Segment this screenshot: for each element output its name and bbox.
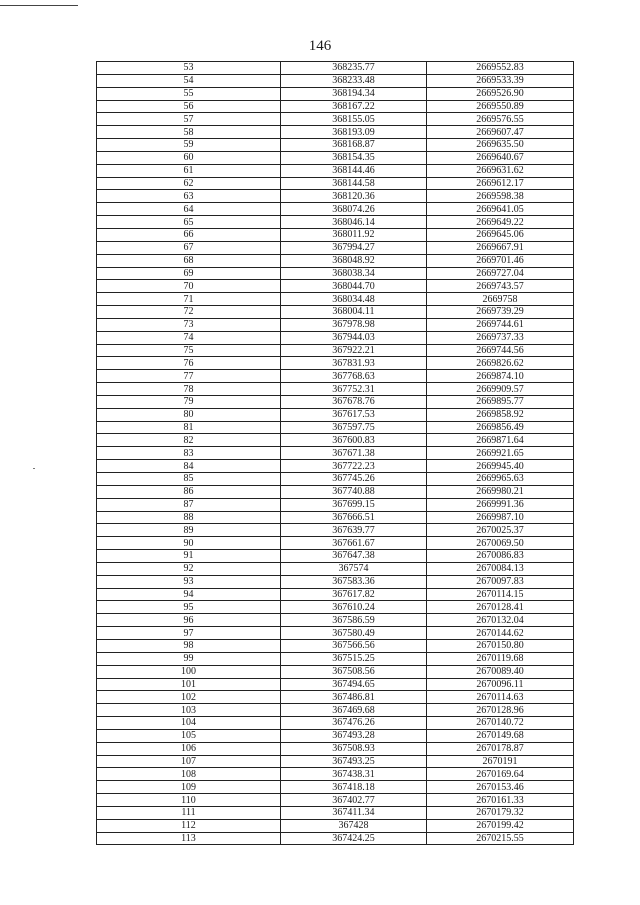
point-number-cell: 97 bbox=[97, 627, 281, 640]
y-coordinate-cell: 2669987.10 bbox=[427, 511, 574, 524]
table-row bbox=[97, 190, 574, 203]
table-row bbox=[97, 717, 574, 730]
x-coordinate-cell: 367768.63 bbox=[281, 370, 427, 383]
y-coordinate-cell: 2670096.11 bbox=[427, 678, 574, 691]
x-coordinate-cell: 368155.05 bbox=[281, 113, 427, 126]
x-coordinate-cell: 367661.67 bbox=[281, 537, 427, 550]
table-row bbox=[97, 280, 574, 293]
table-row bbox=[97, 768, 574, 781]
point-number-cell: 91 bbox=[97, 550, 281, 563]
table-row bbox=[97, 408, 574, 421]
point-number-cell: 110 bbox=[97, 794, 281, 807]
table-row bbox=[97, 62, 574, 75]
point-number-cell: 99 bbox=[97, 652, 281, 665]
table-row bbox=[97, 113, 574, 126]
table-row bbox=[97, 434, 574, 447]
x-coordinate-cell: 368235.77 bbox=[281, 62, 427, 75]
y-coordinate-cell: 2669909.57 bbox=[427, 383, 574, 396]
y-coordinate-cell: 2669826.62 bbox=[427, 357, 574, 370]
table-row bbox=[97, 74, 574, 87]
y-coordinate-cell: 2669526.90 bbox=[427, 87, 574, 100]
x-coordinate-cell: 368048.92 bbox=[281, 254, 427, 267]
y-coordinate-cell: 2670191 bbox=[427, 755, 574, 768]
x-coordinate-cell: 367639.77 bbox=[281, 524, 427, 537]
point-number-cell: 68 bbox=[97, 254, 281, 267]
point-number-cell: 63 bbox=[97, 190, 281, 203]
x-coordinate-cell: 367745.26 bbox=[281, 473, 427, 486]
y-coordinate-cell: 2670179.32 bbox=[427, 806, 574, 819]
point-number-cell: 105 bbox=[97, 729, 281, 742]
table-row bbox=[97, 627, 574, 640]
y-coordinate-cell: 2670114.15 bbox=[427, 588, 574, 601]
table-row bbox=[97, 704, 574, 717]
table-row bbox=[97, 781, 574, 794]
x-coordinate-cell: 367666.51 bbox=[281, 511, 427, 524]
point-number-cell: 76 bbox=[97, 357, 281, 370]
x-coordinate-cell: 367574 bbox=[281, 562, 427, 575]
point-number-cell: 85 bbox=[97, 473, 281, 486]
table-row bbox=[97, 742, 574, 755]
point-number-cell: 103 bbox=[97, 704, 281, 717]
y-coordinate-cell: 2669737.33 bbox=[427, 331, 574, 344]
x-coordinate-cell: 368193.09 bbox=[281, 126, 427, 139]
table-row bbox=[97, 267, 574, 280]
y-coordinate-cell: 2670086.83 bbox=[427, 550, 574, 563]
x-coordinate-cell: 367752.31 bbox=[281, 383, 427, 396]
table-row bbox=[97, 652, 574, 665]
table-row bbox=[97, 460, 574, 473]
point-number-cell: 61 bbox=[97, 164, 281, 177]
point-number-cell: 59 bbox=[97, 139, 281, 152]
x-coordinate-cell: 367586.59 bbox=[281, 614, 427, 627]
table-row bbox=[97, 447, 574, 460]
margin-mark bbox=[33, 468, 35, 469]
point-number-cell: 95 bbox=[97, 601, 281, 614]
point-number-cell: 82 bbox=[97, 434, 281, 447]
y-coordinate-cell: 2670178.87 bbox=[427, 742, 574, 755]
y-coordinate-cell: 2669598.38 bbox=[427, 190, 574, 203]
x-coordinate-cell: 367647.38 bbox=[281, 550, 427, 563]
y-coordinate-cell: 2670149.68 bbox=[427, 729, 574, 742]
point-number-cell: 96 bbox=[97, 614, 281, 627]
point-number-cell: 87 bbox=[97, 498, 281, 511]
point-number-cell: 65 bbox=[97, 216, 281, 229]
x-coordinate-cell: 367597.75 bbox=[281, 421, 427, 434]
x-coordinate-cell: 367617.53 bbox=[281, 408, 427, 421]
header-rule bbox=[0, 5, 78, 6]
point-number-cell: 79 bbox=[97, 395, 281, 408]
point-number-cell: 62 bbox=[97, 177, 281, 190]
x-coordinate-cell: 368120.36 bbox=[281, 190, 427, 203]
table-row bbox=[97, 832, 574, 845]
x-coordinate-cell: 368154.35 bbox=[281, 151, 427, 164]
point-number-cell: 111 bbox=[97, 806, 281, 819]
y-coordinate-cell: 2669612.17 bbox=[427, 177, 574, 190]
table-row bbox=[97, 228, 574, 241]
y-coordinate-cell: 2669858.92 bbox=[427, 408, 574, 421]
table-row bbox=[97, 331, 574, 344]
x-coordinate-cell: 367493.28 bbox=[281, 729, 427, 742]
y-coordinate-cell: 2669727.04 bbox=[427, 267, 574, 280]
x-coordinate-cell: 367566.56 bbox=[281, 639, 427, 652]
point-number-cell: 104 bbox=[97, 717, 281, 730]
y-coordinate-cell: 2670069.50 bbox=[427, 537, 574, 550]
x-coordinate-cell: 368004.11 bbox=[281, 306, 427, 319]
y-coordinate-cell: 2669991.36 bbox=[427, 498, 574, 511]
table-row bbox=[97, 678, 574, 691]
table-row bbox=[97, 151, 574, 164]
y-coordinate-cell: 2669576.55 bbox=[427, 113, 574, 126]
table-row bbox=[97, 729, 574, 742]
x-coordinate-cell: 367978.98 bbox=[281, 318, 427, 331]
y-coordinate-cell: 2670150.80 bbox=[427, 639, 574, 652]
point-number-cell: 100 bbox=[97, 665, 281, 678]
x-coordinate-cell: 368034.48 bbox=[281, 293, 427, 306]
table-row bbox=[97, 537, 574, 550]
table-row bbox=[97, 395, 574, 408]
x-coordinate-cell: 367580.49 bbox=[281, 627, 427, 640]
point-number-cell: 106 bbox=[97, 742, 281, 755]
x-coordinate-cell: 367944.03 bbox=[281, 331, 427, 344]
y-coordinate-cell: 2669758 bbox=[427, 293, 574, 306]
y-coordinate-cell: 2670140.72 bbox=[427, 717, 574, 730]
y-coordinate-cell: 2669667.91 bbox=[427, 241, 574, 254]
y-coordinate-cell: 2669640.67 bbox=[427, 151, 574, 164]
y-coordinate-cell: 2670132.04 bbox=[427, 614, 574, 627]
x-coordinate-cell: 367740.88 bbox=[281, 485, 427, 498]
point-number-cell: 108 bbox=[97, 768, 281, 781]
x-coordinate-cell: 367508.93 bbox=[281, 742, 427, 755]
x-coordinate-cell: 367469.68 bbox=[281, 704, 427, 717]
point-number-cell: 107 bbox=[97, 755, 281, 768]
x-coordinate-cell: 367994.27 bbox=[281, 241, 427, 254]
x-coordinate-cell: 368194.34 bbox=[281, 87, 427, 100]
x-coordinate-cell: 367418.18 bbox=[281, 781, 427, 794]
table-row bbox=[97, 562, 574, 575]
point-number-cell: 67 bbox=[97, 241, 281, 254]
y-coordinate-cell: 2669945.40 bbox=[427, 460, 574, 473]
point-number-cell: 77 bbox=[97, 370, 281, 383]
x-coordinate-cell: 367428 bbox=[281, 819, 427, 832]
y-coordinate-cell: 2669701.46 bbox=[427, 254, 574, 267]
table-row bbox=[97, 601, 574, 614]
y-coordinate-cell: 2670128.41 bbox=[427, 601, 574, 614]
x-coordinate-cell: 367438.31 bbox=[281, 768, 427, 781]
y-coordinate-cell: 2669965.63 bbox=[427, 473, 574, 486]
y-coordinate-cell: 2669550.89 bbox=[427, 100, 574, 113]
y-coordinate-cell: 2670199.42 bbox=[427, 819, 574, 832]
y-coordinate-cell: 2669871.64 bbox=[427, 434, 574, 447]
x-coordinate-cell: 368144.58 bbox=[281, 177, 427, 190]
point-number-cell: 56 bbox=[97, 100, 281, 113]
x-coordinate-cell: 367583.36 bbox=[281, 575, 427, 588]
table-row bbox=[97, 293, 574, 306]
y-coordinate-cell: 2669874.10 bbox=[427, 370, 574, 383]
point-number-cell: 81 bbox=[97, 421, 281, 434]
table-row bbox=[97, 126, 574, 139]
table-row bbox=[97, 164, 574, 177]
x-coordinate-cell: 367494.65 bbox=[281, 678, 427, 691]
x-coordinate-cell: 367722.23 bbox=[281, 460, 427, 473]
x-coordinate-cell: 367617.82 bbox=[281, 588, 427, 601]
x-coordinate-cell: 368233.48 bbox=[281, 74, 427, 87]
x-coordinate-cell: 368044.70 bbox=[281, 280, 427, 293]
point-number-cell: 83 bbox=[97, 447, 281, 460]
point-number-cell: 72 bbox=[97, 306, 281, 319]
table-row bbox=[97, 383, 574, 396]
y-coordinate-cell: 2669743.57 bbox=[427, 280, 574, 293]
point-number-cell: 53 bbox=[97, 62, 281, 75]
table-row bbox=[97, 806, 574, 819]
table-row bbox=[97, 498, 574, 511]
point-number-cell: 73 bbox=[97, 318, 281, 331]
x-coordinate-cell: 368046.14 bbox=[281, 216, 427, 229]
x-coordinate-cell: 367476.26 bbox=[281, 717, 427, 730]
y-coordinate-cell: 2670144.62 bbox=[427, 627, 574, 640]
x-coordinate-cell: 367508.56 bbox=[281, 665, 427, 678]
point-number-cell: 71 bbox=[97, 293, 281, 306]
x-coordinate-cell: 367610.24 bbox=[281, 601, 427, 614]
table-row bbox=[97, 473, 574, 486]
x-coordinate-cell: 367402.77 bbox=[281, 794, 427, 807]
y-coordinate-cell: 2670128.96 bbox=[427, 704, 574, 717]
table-row bbox=[97, 755, 574, 768]
point-number-cell: 80 bbox=[97, 408, 281, 421]
table-row bbox=[97, 344, 574, 357]
table-row bbox=[97, 691, 574, 704]
page-number: 146 bbox=[308, 38, 332, 54]
table-row bbox=[97, 318, 574, 331]
table-row bbox=[97, 639, 574, 652]
point-number-cell: 102 bbox=[97, 691, 281, 704]
x-coordinate-cell: 368011.92 bbox=[281, 228, 427, 241]
point-number-cell: 58 bbox=[97, 126, 281, 139]
y-coordinate-cell: 2670025.37 bbox=[427, 524, 574, 537]
table-row bbox=[97, 203, 574, 216]
y-coordinate-cell: 2669895.77 bbox=[427, 395, 574, 408]
table-row bbox=[97, 614, 574, 627]
point-number-cell: 74 bbox=[97, 331, 281, 344]
y-coordinate-cell: 2670153.46 bbox=[427, 781, 574, 794]
x-coordinate-cell: 367411.34 bbox=[281, 806, 427, 819]
point-number-cell: 94 bbox=[97, 588, 281, 601]
x-coordinate-cell: 367515.25 bbox=[281, 652, 427, 665]
x-coordinate-cell: 367678.76 bbox=[281, 395, 427, 408]
y-coordinate-cell: 2669635.50 bbox=[427, 139, 574, 152]
point-number-cell: 66 bbox=[97, 228, 281, 241]
y-coordinate-cell: 2669607.47 bbox=[427, 126, 574, 139]
y-coordinate-cell: 2669980.21 bbox=[427, 485, 574, 498]
x-coordinate-cell: 367486.81 bbox=[281, 691, 427, 704]
y-coordinate-cell: 2670215.55 bbox=[427, 832, 574, 845]
point-number-cell: 75 bbox=[97, 344, 281, 357]
table-row bbox=[97, 794, 574, 807]
point-number-cell: 84 bbox=[97, 460, 281, 473]
y-coordinate-cell: 2669739.29 bbox=[427, 306, 574, 319]
y-coordinate-cell: 2670114.63 bbox=[427, 691, 574, 704]
x-coordinate-cell: 367493.25 bbox=[281, 755, 427, 768]
coordinates-table-body bbox=[97, 62, 574, 845]
point-number-cell: 98 bbox=[97, 639, 281, 652]
x-coordinate-cell: 368074.26 bbox=[281, 203, 427, 216]
x-coordinate-cell: 367424.25 bbox=[281, 832, 427, 845]
table-row bbox=[97, 216, 574, 229]
table-row bbox=[97, 588, 574, 601]
x-coordinate-cell: 368167.22 bbox=[281, 100, 427, 113]
point-number-cell: 69 bbox=[97, 267, 281, 280]
point-number-cell: 60 bbox=[97, 151, 281, 164]
point-number-cell: 89 bbox=[97, 524, 281, 537]
table-row bbox=[97, 370, 574, 383]
y-coordinate-cell: 2670119.68 bbox=[427, 652, 574, 665]
x-coordinate-cell: 367671.38 bbox=[281, 447, 427, 460]
y-coordinate-cell: 2669856.49 bbox=[427, 421, 574, 434]
point-number-cell: 92 bbox=[97, 562, 281, 575]
y-coordinate-cell: 2670084.13 bbox=[427, 562, 574, 575]
table-row bbox=[97, 819, 574, 832]
point-number-cell: 93 bbox=[97, 575, 281, 588]
point-number-cell: 101 bbox=[97, 678, 281, 691]
y-coordinate-cell: 2669744.61 bbox=[427, 318, 574, 331]
table-row bbox=[97, 254, 574, 267]
y-coordinate-cell: 2669649.22 bbox=[427, 216, 574, 229]
y-coordinate-cell: 2670097.83 bbox=[427, 575, 574, 588]
table-row bbox=[97, 241, 574, 254]
point-number-cell: 55 bbox=[97, 87, 281, 100]
point-number-cell: 64 bbox=[97, 203, 281, 216]
point-number-cell: 70 bbox=[97, 280, 281, 293]
point-number-cell: 78 bbox=[97, 383, 281, 396]
y-coordinate-cell: 2669631.62 bbox=[427, 164, 574, 177]
x-coordinate-cell: 367600.83 bbox=[281, 434, 427, 447]
point-number-cell: 57 bbox=[97, 113, 281, 126]
x-coordinate-cell: 367699.15 bbox=[281, 498, 427, 511]
table-row bbox=[97, 575, 574, 588]
point-number-cell: 54 bbox=[97, 74, 281, 87]
y-coordinate-cell: 2669645.06 bbox=[427, 228, 574, 241]
table-row bbox=[97, 524, 574, 537]
table-row bbox=[97, 100, 574, 113]
x-coordinate-cell: 368038.34 bbox=[281, 267, 427, 280]
coordinates-table bbox=[96, 61, 574, 845]
point-number-cell: 86 bbox=[97, 485, 281, 498]
table-row bbox=[97, 139, 574, 152]
point-number-cell: 113 bbox=[97, 832, 281, 845]
table-row bbox=[97, 485, 574, 498]
table-row bbox=[97, 177, 574, 190]
x-coordinate-cell: 367831.93 bbox=[281, 357, 427, 370]
y-coordinate-cell: 2669744.56 bbox=[427, 344, 574, 357]
table-row bbox=[97, 550, 574, 563]
table-row bbox=[97, 357, 574, 370]
x-coordinate-cell: 368144.46 bbox=[281, 164, 427, 177]
y-coordinate-cell: 2669921.65 bbox=[427, 447, 574, 460]
y-coordinate-cell: 2669552.83 bbox=[427, 62, 574, 75]
table-row bbox=[97, 306, 574, 319]
table-row bbox=[97, 87, 574, 100]
y-coordinate-cell: 2669641.05 bbox=[427, 203, 574, 216]
y-coordinate-cell: 2669533.39 bbox=[427, 74, 574, 87]
point-number-cell: 109 bbox=[97, 781, 281, 794]
table-row bbox=[97, 511, 574, 524]
x-coordinate-cell: 368168.87 bbox=[281, 139, 427, 152]
point-number-cell: 88 bbox=[97, 511, 281, 524]
y-coordinate-cell: 2670161.33 bbox=[427, 794, 574, 807]
table-row bbox=[97, 421, 574, 434]
point-number-cell: 112 bbox=[97, 819, 281, 832]
table-row bbox=[97, 665, 574, 678]
y-coordinate-cell: 2670089.40 bbox=[427, 665, 574, 678]
point-number-cell: 90 bbox=[97, 537, 281, 550]
y-coordinate-cell: 2670169.64 bbox=[427, 768, 574, 781]
x-coordinate-cell: 367922.21 bbox=[281, 344, 427, 357]
